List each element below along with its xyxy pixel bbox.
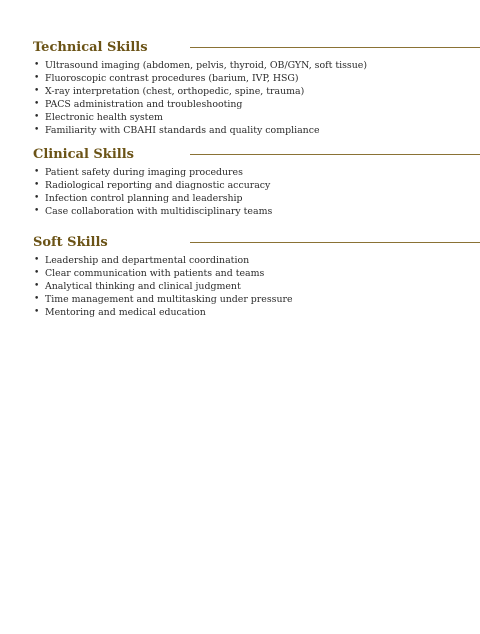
clinical-skills-section	[33, 147, 480, 217]
bullet-icon: •	[34, 86, 40, 96]
technical-skills-section	[33, 40, 480, 136]
list-item	[33, 98, 367, 111]
bullet-icon: •	[34, 180, 40, 190]
section-divider	[190, 242, 480, 243]
list-item-text: Fluoroscopic contrast procedures (barium, IVP, HSG)	[45, 73, 299, 84]
list-item-text: Patient safety during imaging procedures	[45, 167, 243, 178]
list-item-text: X-ray interpretation (chest, orthopedic, spine, trauma)	[45, 86, 305, 97]
list-item	[33, 111, 367, 124]
soft-skills-section	[33, 235, 480, 318]
list-item	[33, 192, 272, 205]
list-item-text: Analytical thinking and clinical judgment	[45, 281, 241, 292]
skills-list	[33, 59, 367, 137]
section-heading-row	[33, 40, 480, 58]
section-heading: Technical Skills	[33, 40, 148, 55]
bullet-icon: •	[34, 281, 40, 291]
list-item-text: PACS administration and troubleshooting	[45, 99, 243, 110]
bullet-icon: •	[34, 125, 40, 135]
list-item	[33, 293, 293, 306]
section-heading-row	[33, 147, 480, 165]
list-item	[33, 306, 293, 319]
list-item	[33, 59, 367, 72]
skills-list	[33, 166, 272, 218]
section-divider	[190, 47, 480, 48]
list-item	[33, 267, 293, 280]
list-item	[33, 179, 272, 192]
bullet-icon: •	[34, 112, 40, 122]
list-item	[33, 85, 367, 98]
bullet-icon: •	[34, 255, 40, 265]
bullet-icon: •	[34, 73, 40, 83]
list-item-text: Leadership and departmental coordination	[45, 255, 250, 266]
list-item-text: Mentoring and medical education	[45, 307, 206, 318]
section-heading-row	[33, 235, 480, 253]
bullet-icon: •	[34, 307, 40, 317]
bullet-icon: •	[34, 206, 40, 216]
bullet-icon: •	[34, 193, 40, 203]
bullet-icon: •	[34, 60, 40, 70]
list-item-text: Clear communication with patients and teams	[45, 268, 265, 279]
list-item	[33, 124, 367, 137]
bullet-icon: •	[34, 167, 40, 177]
list-item-text: Electronic health system	[45, 112, 163, 123]
section-heading: Clinical Skills	[33, 147, 134, 162]
list-item-text: Time management and multitasking under pressure	[45, 294, 293, 305]
list-item	[33, 166, 272, 179]
bullet-icon: •	[34, 268, 40, 278]
section-heading: Soft Skills	[33, 235, 108, 250]
list-item-text: Radiological reporting and diagnostic accuracy	[45, 180, 271, 191]
bullet-icon: •	[34, 294, 40, 304]
section-divider	[190, 154, 480, 155]
list-item	[33, 280, 293, 293]
list-item-text: Ultrasound imaging (abdomen, pelvis, thyroid, OB/GYN, soft tissue)	[45, 60, 367, 71]
list-item	[33, 72, 367, 85]
list-item	[33, 205, 272, 218]
list-item-text: Case collaboration with multidisciplinary teams	[45, 206, 273, 217]
skills-list	[33, 254, 293, 319]
list-item	[33, 254, 293, 267]
bullet-icon: •	[34, 99, 40, 109]
list-item-text: Familiarity with CBAHI standards and quality compliance	[45, 125, 320, 136]
list-item-text: Infection control planning and leadership	[45, 193, 243, 204]
